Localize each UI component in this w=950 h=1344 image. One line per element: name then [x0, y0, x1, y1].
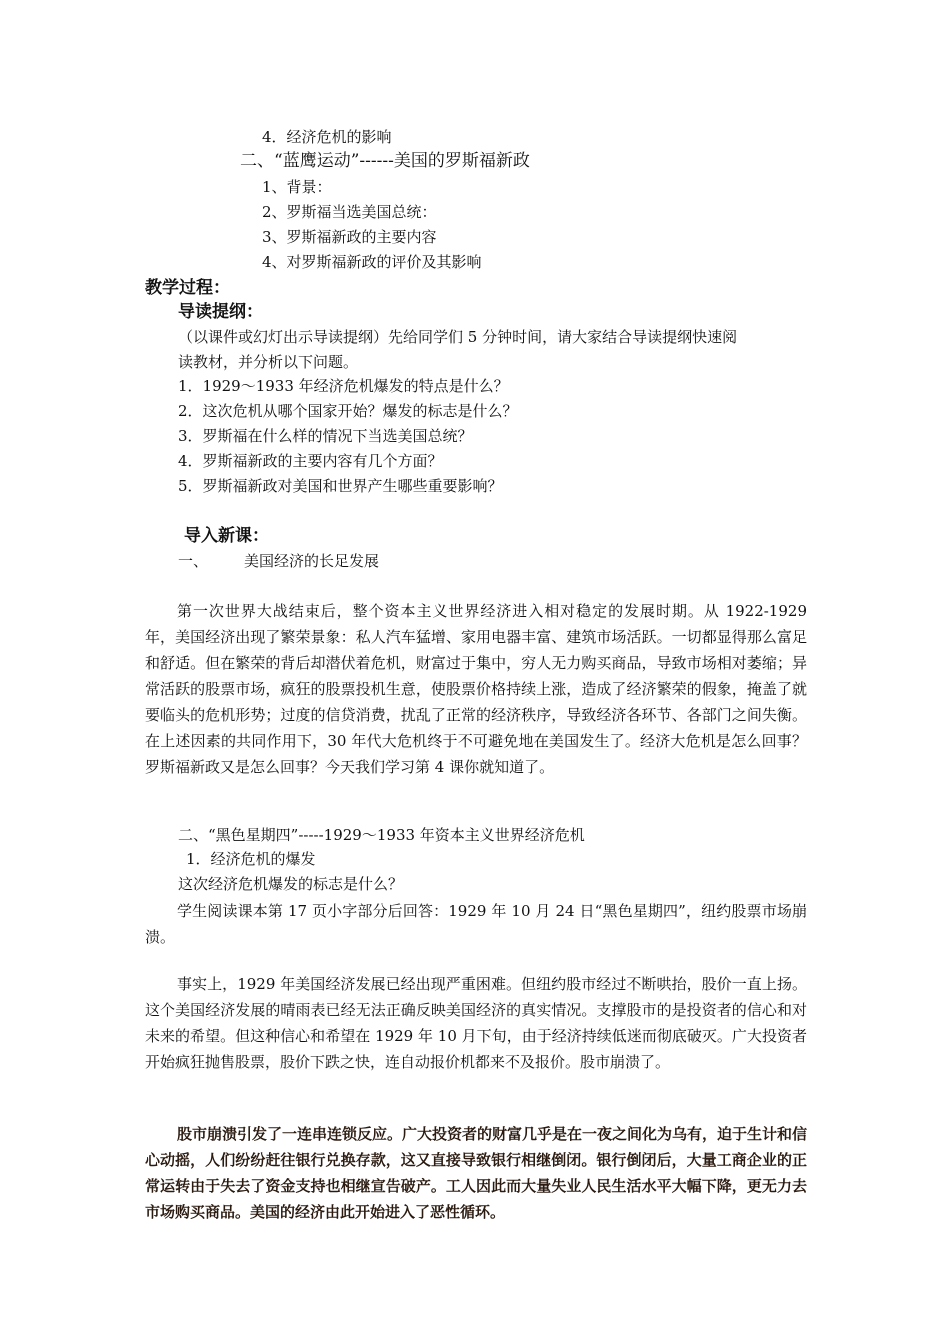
section2-question: 这次经济危机爆发的标志是什么？ [178, 875, 404, 893]
intro-paragraph: 第一次世界大战结束后，整个资本主义世界经济进入相对稳定的发展时期。从 1922-1929 年，美国经济出现了繁荣景象：私人汽车猛增、家用电器丰富、建筑市场活跃。一切都显得那么富足和舒适。但在繁荣的背后却潜伏着危机，财富过于集中，穷人无力购买商品，导致市场相对萎缩；异常活跃的股票市场，疯狂的股票投机生意，使股票价格持续上涨，造成了经济繁荣的假象，掩盖了就要临头的危机形势；过度的信贷消费，扰乱了正常的经济秩序，导致经济各环节、各部门之间失衡。在上述因素的共同作用下，30 年代大危机终于不可避免地在美国发生了。经济大危机是怎么回事？罗斯福新政又是怎么回事？今天我们学习第 4 课你就知道了。 [145, 602, 807, 776]
section1-number: 一、 [178, 552, 209, 570]
section2-sub1: 1．经济危机的爆发 [186, 850, 316, 868]
teaching-process-heading: 教学过程： [145, 278, 230, 298]
guide-question-2: 2．这次危机从哪个国家开始？爆发的标志是什么？ [178, 402, 518, 420]
section2-title: 二、“黑色星期四”-----1929～1933 年资本主义世界经济危机 [178, 826, 585, 844]
guide-question-5: 5．罗斯福新政对美国和世界产生哪些重要影响？ [178, 477, 503, 495]
outline-part2-item-4: 4、对罗斯福新政的评价及其影响 [262, 253, 482, 271]
guide-question-4: 4．罗斯福新政的主要内容有几个方面？ [178, 452, 443, 470]
section1-title: 美国经济的长足发展 [244, 552, 380, 570]
guide-question-1: 1．1929～1933 年经济危机爆发的特点是什么？ [178, 377, 509, 395]
intro-heading: 导入新课： [184, 526, 269, 546]
outline-part2-item-1: 1、背景： [262, 178, 332, 196]
section2-answer: 学生阅读课本第 17 页小字部分后回答：1929 年 10 月 24 日“黑色星期四”，纽约股票市场崩溃。 [145, 902, 807, 946]
guide-intro-line-1: （以课件或幻灯出示导读提纲）先给同学们 5 分钟时间，请大家结合导读提纲快速阅 [178, 328, 738, 346]
outline-item-4: 4．经济危机的影响 [262, 128, 392, 146]
guide-question-3: 3．罗斯福在什么样的情况下当选美国总统？ [178, 427, 473, 445]
guide-outline-heading: 导读提纲： [178, 302, 263, 322]
outline-part2-item-2: 2、罗斯福当选美国总统： [262, 203, 437, 221]
section2-paragraph-3: 股市崩溃引发了一连串连锁反应。广大投资者的财富几乎是在一夜之间化为乌有，迫于生计和信心动摇，人们纷纷赶往银行兑换存款，这又直接导致银行相继倒闭。银行倒闭后，大量工商企业的正常运转由于失去了资金支持也相继宣告破产。工人因此而大量失业人民生活水平大幅下降，更无力去市场购买商品。美国的经济由此开始进入了恶性循环。 [145, 1125, 808, 1221]
section2-paragraph-2: 事实上，1929 年美国经济发展已经出现严重困难。但纽约股市经过不断哄抬，股价一直上扬。这个美国经济发展的晴雨表已经无法正确反映美国经济的真实情况。支撑股市的是投资者的信心和对未来的希望。但这种信心和希望在 1929 年 10 月下旬，由于经济持续低迷而彻底破灭。广大投资者开始疯狂抛售股票，股价下跌之快，连自动报价机都来不及报价。股市崩溃了。 [145, 975, 807, 1071]
outline-part2-heading: 二、“蓝鹰运动”------美国的罗斯福新政 [240, 151, 530, 171]
guide-intro-line-2: 读教材，并分析以下问题。 [178, 353, 359, 371]
outline-part2-item-3: 3、罗斯福新政的主要内容 [262, 228, 437, 246]
